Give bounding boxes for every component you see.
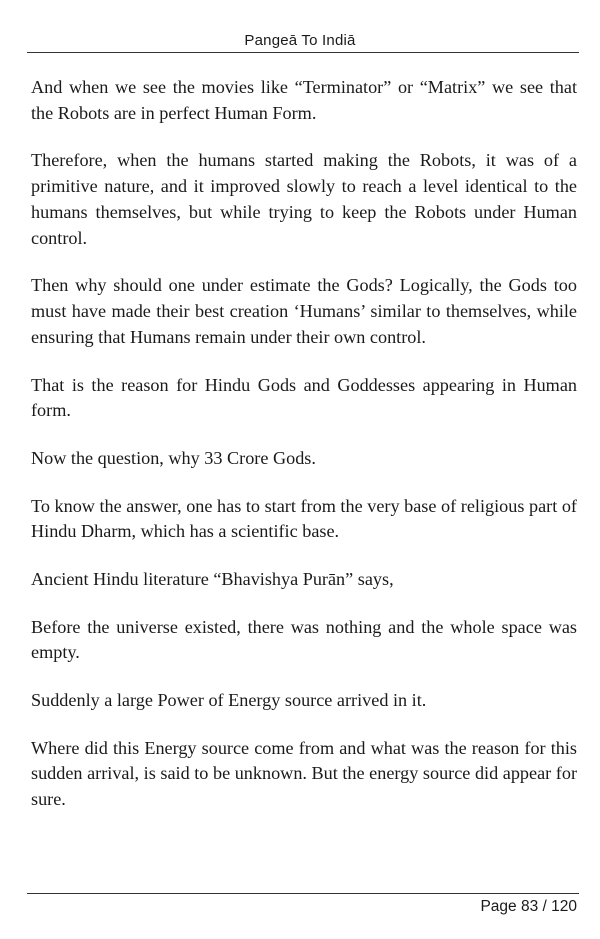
paragraph: Then why should one under estimate the Gods? Logically, the Gods too must have made their best creation ‘Humans’ similar to themselves, while ensuring that Humans remain under their own control. — [31, 275, 577, 347]
paragraph: That is the reason for Hindu Gods and Goddesses appearing in Human form. — [31, 374, 577, 421]
footer-divider — [27, 893, 579, 894]
page-body — [31, 75, 577, 835]
paragraph: Where did this Energy source come from and what was the reason for this sudden arrival, is said to be unknown. But the energy source did appear for sure. — [31, 737, 577, 810]
paragraph: Ancient Hindu literature “Bhavishya Purān” says, — [31, 568, 394, 589]
paragraph: Suddenly a large Power of Energy source arrived in it. — [31, 689, 427, 710]
running-header-title: Pangeā To Indiā — [244, 32, 356, 49]
header-divider — [27, 52, 579, 53]
paragraph: And when we see the movies like “Terminator” or “Matrix” we see that the Robots are in perfect Human Form. — [31, 77, 577, 123]
page-number: Page 83 / 120 — [480, 898, 577, 915]
paragraph: Therefore, when the humans started making the Robots, it was of a primitive nature, and it improved slowly to reach a level identical to the humans themselves, but while trying to keep the Robots under Human control. — [31, 150, 577, 248]
paragraph: To know the answer, one has to start from the very base of religious part of Hindu Dharm, which has a scientific base. — [31, 495, 577, 542]
paragraph: Before the universe existed, there was nothing and the whole space was empty. — [31, 616, 577, 663]
paragraph: Now the question, why 33 Crore Gods. — [31, 447, 316, 468]
